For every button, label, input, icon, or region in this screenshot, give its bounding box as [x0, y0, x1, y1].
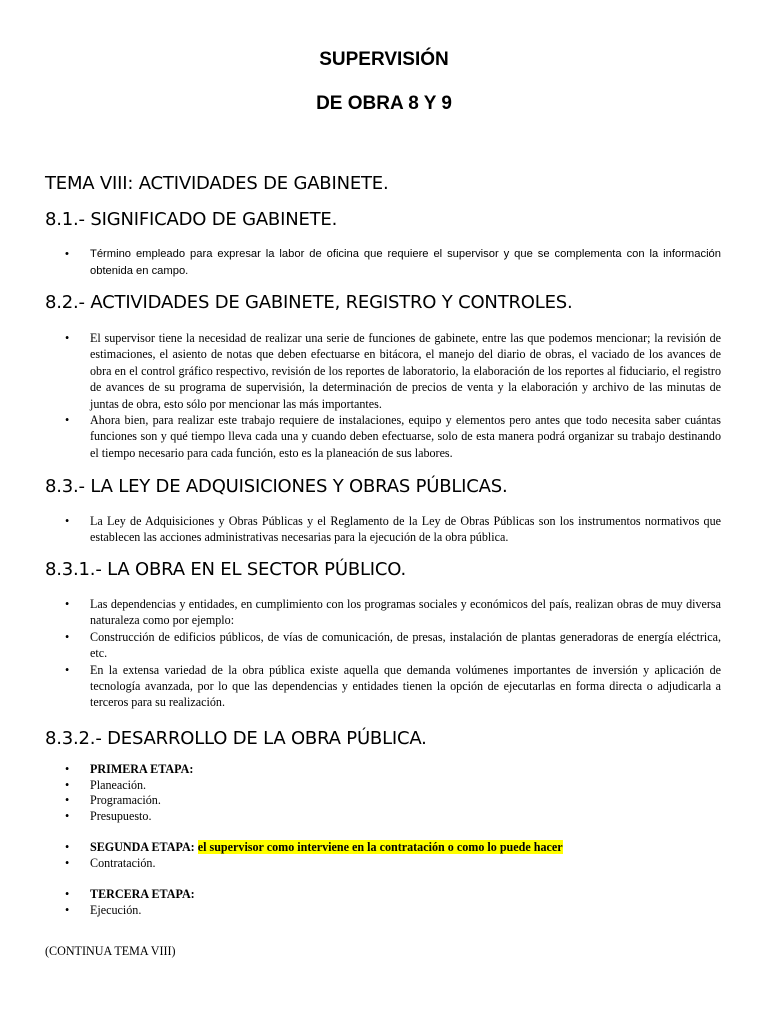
list-item: [45, 629, 721, 662]
bullet-text: En la extensa variedad de la obra pública existe aquella que demanda volúmenes importantes de inversión y aplicación de tecnología avanzada, por lo que las dependencias y entidades tienen la opción de ejecutarlas en forma directa o adjudicarla a terceros para su realización.: [90, 662, 721, 710]
bullet-icon: •: [65, 808, 70, 823]
list-item: [45, 887, 195, 903]
bullet-icon: •: [65, 331, 70, 345]
section-8-3-2-heading: 8.3.2.- DESARROLLO DE LA OBRA PÚBLICA.: [45, 728, 427, 749]
list-item: [45, 793, 193, 809]
bullet-text: Las dependencias y entidades, en cumplimiento con los programas sociales y económicos del país, realizan obras de muy diversa naturaleza como por ejemplo:: [90, 597, 721, 628]
bullet-text: Ahora bien, para realizar este trabajo requiere de instalaciones, equipo y elementos pero antes que todo necesita saber cuántas funciones son y qué tiempo lleva cada una y cuando deben efectuarse, solo de esta manera podrá organizar su trabajo destinando el tiempo necesario para cada función, esto es la planeación de sus labores.: [90, 413, 721, 460]
bullet-icon: •: [65, 840, 70, 854]
bullet-icon: •: [65, 248, 69, 260]
etapa-1-list: [45, 762, 193, 824]
bullet-icon: •: [65, 413, 70, 428]
bullet-text: La Ley de Adquisiciones y Obras Públicas y el Reglamento de la Ley de Obras Públicas son los instrumentos normativos que establecen las acciones administrativas necesarias para la ejecución de la obra pública.: [90, 514, 721, 545]
etapa-item: Contratación.: [90, 855, 156, 870]
bullet-icon: •: [65, 855, 70, 870]
list-item: [45, 778, 193, 794]
etapa-label: PRIMERA ETAPA:: [90, 762, 194, 776]
list-item: [45, 809, 193, 825]
continuation-note: (CONTINUA TEMA VIII): [45, 944, 176, 958]
bullet-icon: •: [65, 762, 70, 776]
bullet-icon: •: [65, 777, 70, 792]
etapa-item: Presupuesto.: [90, 808, 152, 823]
section-8-3-heading: 8.3.- LA LEY DE ADQUISICIONES Y OBRAS PÚBLICAS.: [45, 476, 508, 497]
section-8-1-list: [45, 246, 721, 280]
etapa-label: SEGUNDA ETAPA:: [90, 840, 195, 854]
list-item: [45, 840, 563, 856]
section-8-3-list: [45, 513, 721, 546]
bullet-icon: •: [65, 902, 70, 917]
list-item: [45, 513, 721, 546]
tema-heading: TEMA VIII: ACTIVIDADES DE GABINETE.: [45, 173, 389, 194]
bullet-icon: •: [65, 887, 70, 901]
list-item: [45, 903, 195, 919]
section-8-2-heading: 8.2.- ACTIVIDADES DE GABINETE, REGISTRO Y CONTROLES.: [45, 292, 573, 313]
list-item: [45, 762, 193, 778]
section-8-3-1-list: [45, 596, 721, 711]
etapa-label: TERCERA ETAPA:: [90, 887, 195, 901]
section-8-1-heading: 8.1.- SIGNIFICADO DE GABINETE.: [45, 209, 338, 230]
list-item: [45, 330, 721, 412]
etapa-item: Planeación.: [90, 777, 147, 792]
highlighted-note: el supervisor como interviene en la contratación o como lo puede hacer: [197, 840, 563, 854]
document-title-line-2: DE OBRA 8 Y 9: [316, 93, 452, 114]
list-item: [45, 412, 721, 461]
etapa-3-list: [45, 887, 195, 918]
bullet-icon: •: [65, 514, 70, 528]
bullet-text: El supervisor tiene la necesidad de realizar una serie de funciones de gabinete, entre las que podemos mencionar; la revisión de estimaciones, el asiento de notas que deben efectuarse en bitácora, el manejo del diario de obras, el vaciado de los avances de obra en el control gráfico respectivo, revisión de los reportes de laboratorio, la elaboración de los reportes al fiduciario, el registro de avances de su programa de supervisión, la determinación de precios de venta y la elaboración y archivo de las minutas de juntas de obra, esto sólo por mencionar las más importantes.: [90, 331, 721, 411]
list-item: [45, 246, 721, 280]
document-title-line-1: SUPERVISIÓN: [319, 49, 449, 70]
list-item: [45, 596, 721, 629]
etapa-item: Programación.: [90, 793, 161, 807]
etapa-2-list: [45, 840, 563, 871]
bullet-icon: •: [65, 793, 70, 807]
list-item: [45, 662, 721, 711]
etapa-item: Ejecución.: [90, 902, 142, 917]
bullet-text: Término empleado para expresar la labor de oficina que requiere el supervisor y que se complementa con la información obtenida en campo.: [90, 248, 721, 277]
bullet-icon: •: [65, 662, 70, 677]
section-8-3-1-heading: 8.3.1.- LA OBRA EN EL SECTOR PÚBLICO.: [45, 559, 407, 580]
bullet-icon: •: [65, 597, 70, 611]
list-item: [45, 856, 563, 872]
bullet-text: Construcción de edificios públicos, de vías de comunicación, de presas, instalación de plantas generadoras de energía eléctrica, etc.: [90, 629, 721, 661]
bullet-icon: •: [65, 629, 70, 644]
section-8-2-list: [45, 330, 721, 461]
